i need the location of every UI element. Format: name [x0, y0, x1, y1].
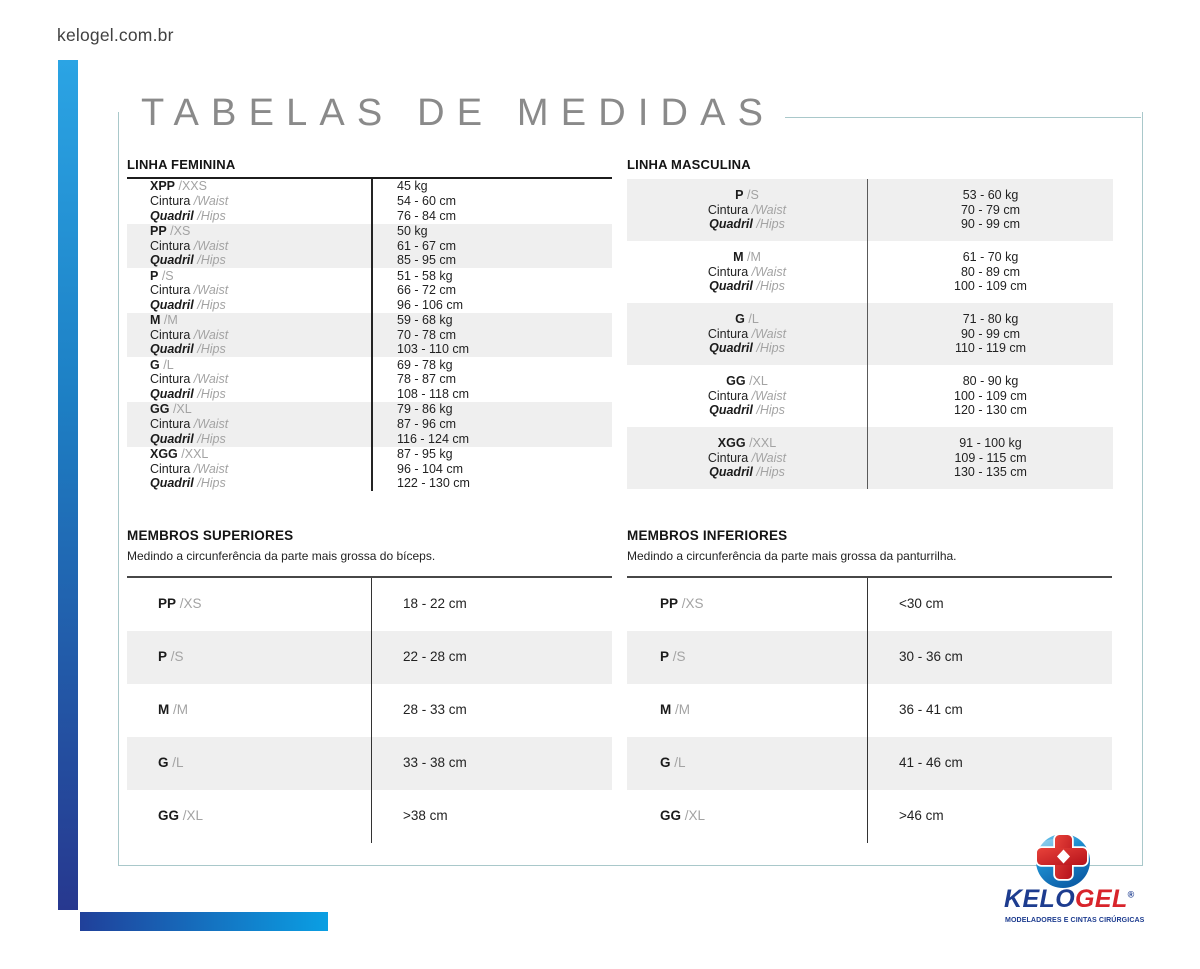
- values-cell: 87 - 95 kg 96 - 104 cm 122 - 130 cm: [371, 447, 612, 492]
- value-cell: <30 cm: [867, 578, 1112, 631]
- value-cell: 36 - 41 cm: [867, 684, 1112, 737]
- table-membros-superiores: [127, 528, 612, 843]
- table-row: [627, 241, 1113, 303]
- table-row: [127, 737, 612, 790]
- size-cell: P /S Cintura /Waist Quadril /Hips: [150, 268, 229, 312]
- kelogel-cross-icon: [1024, 830, 1144, 892]
- size-cell: G /L: [660, 755, 686, 771]
- table-row: [127, 631, 612, 684]
- table-body: [127, 179, 612, 491]
- values-cell: 50 kg 61 - 67 cm 85 - 95 cm: [371, 224, 612, 269]
- values-cell: 61 - 70 kg 80 - 89 cm 100 - 109 cm: [867, 241, 1113, 303]
- size-cell: XPP /XXS Cintura /Waist Quadril /Hips: [150, 179, 229, 223]
- size-cell: PP /XS: [158, 596, 202, 612]
- value-cell: 28 - 33 cm: [371, 684, 612, 737]
- table-row: [627, 427, 1113, 489]
- table-row: [127, 578, 612, 631]
- value-cell: >38 cm: [371, 790, 612, 843]
- table-subtitle: Medindo a circunferência da parte mais grossa do bíceps.: [127, 549, 436, 563]
- values-cell: 71 - 80 kg 90 - 99 cm 110 - 119 cm: [867, 303, 1113, 365]
- table-body: [127, 576, 612, 843]
- bottom-accent-bar: [80, 912, 328, 931]
- table-heading: MEMBROS SUPERIORES: [127, 528, 294, 543]
- value-cell: 18 - 22 cm: [371, 578, 612, 631]
- size-cell: PP /XS Cintura /Waist Quadril /Hips: [150, 224, 229, 268]
- values-cell: 53 - 60 kg 70 - 79 cm 90 - 99 cm: [867, 179, 1113, 241]
- table-row: [127, 313, 612, 358]
- values-cell: 45 kg 54 - 60 cm 76 - 84 cm: [371, 179, 612, 224]
- table-linha-feminina: [127, 157, 612, 491]
- size-cell: GG /XL: [660, 808, 706, 824]
- table-row: [127, 357, 612, 402]
- size-cell: PP /XS: [660, 596, 704, 612]
- table-row: [627, 365, 1113, 427]
- table-row: [127, 684, 612, 737]
- table-row: [627, 179, 1113, 241]
- table-row: [127, 179, 612, 224]
- table-heading: LINHA FEMININA: [127, 157, 612, 179]
- table-row: [627, 737, 1112, 790]
- size-cell: G /L: [158, 755, 184, 771]
- values-cell: 69 - 78 kg 78 - 87 cm 108 - 118 cm: [371, 357, 612, 402]
- values-cell: 91 - 100 kg 109 - 115 cm 130 - 135 cm: [867, 427, 1113, 489]
- size-cell: GG /XL Cintura /Waist Quadril /Hips: [707, 374, 787, 418]
- size-cell: G /L Cintura /Waist Quadril /Hips: [150, 357, 229, 401]
- table-row: [127, 402, 612, 447]
- size-cell: P /S: [158, 649, 184, 665]
- table-membros-inferiores: [627, 528, 1112, 843]
- value-cell: 41 - 46 cm: [867, 737, 1112, 790]
- table-body: [627, 179, 1113, 489]
- size-cell: XGG /XXL Cintura /Waist Quadril /Hips: [707, 436, 787, 480]
- brand-tagline: MODELADORES E CINTAS CIRÚRGICAS: [1005, 915, 1145, 924]
- table-row: [627, 303, 1113, 365]
- values-cell: 59 - 68 kg 70 - 78 cm 103 - 110 cm: [371, 313, 612, 358]
- values-cell: 51 - 58 kg 66 - 72 cm 96 - 106 cm: [371, 268, 612, 313]
- table-body: [627, 576, 1112, 843]
- table-row: [627, 684, 1112, 737]
- page-title: TABELAS DE MEDIDAS: [141, 92, 785, 139]
- table-row: [627, 578, 1112, 631]
- values-cell: 79 - 86 kg 87 - 96 cm 116 - 124 cm: [371, 402, 612, 447]
- table-row: [127, 790, 612, 843]
- size-cell: XGG /XXL Cintura /Waist Quadril /Hips: [150, 446, 229, 491]
- table-linha-masculina: [627, 157, 1113, 489]
- table-row: [127, 268, 612, 313]
- table-row: [127, 447, 612, 492]
- brand-name: KELOGEL®: [1004, 885, 1135, 913]
- table-heading: MEMBROS INFERIORES: [627, 528, 788, 543]
- value-cell: >46 cm: [867, 790, 1112, 843]
- size-cell: GG /XL Cintura /Waist Quadril /Hips: [150, 402, 229, 446]
- size-cell: M /M Cintura /Waist Quadril /Hips: [707, 250, 787, 294]
- table-heading: LINHA MASCULINA: [627, 157, 751, 172]
- table-row: [127, 224, 612, 269]
- table-subtitle: Medindo a circunferência da parte mais grossa da panturrilha.: [627, 549, 957, 563]
- site-url: kelogel.com.br: [57, 25, 174, 45]
- size-cell: GG /XL: [158, 808, 204, 824]
- value-cell: 22 - 28 cm: [371, 631, 612, 684]
- left-accent-bar: [58, 60, 78, 910]
- value-cell: 30 - 36 cm: [867, 631, 1112, 684]
- kelogel-logo: [1002, 830, 1167, 930]
- table-row: [627, 631, 1112, 684]
- size-cell: M /M Cintura /Waist Quadril /Hips: [150, 313, 229, 357]
- size-cell: M /M: [660, 702, 691, 718]
- size-cell: M /M: [158, 702, 189, 718]
- size-cell: P /S: [660, 649, 686, 665]
- size-cell: G /L Cintura /Waist Quadril /Hips: [707, 312, 787, 356]
- size-cell: P /S Cintura /Waist Quadril /Hips: [707, 188, 787, 232]
- values-cell: 80 - 90 kg 100 - 109 cm 120 - 130 cm: [867, 365, 1113, 427]
- value-cell: 33 - 38 cm: [371, 737, 612, 790]
